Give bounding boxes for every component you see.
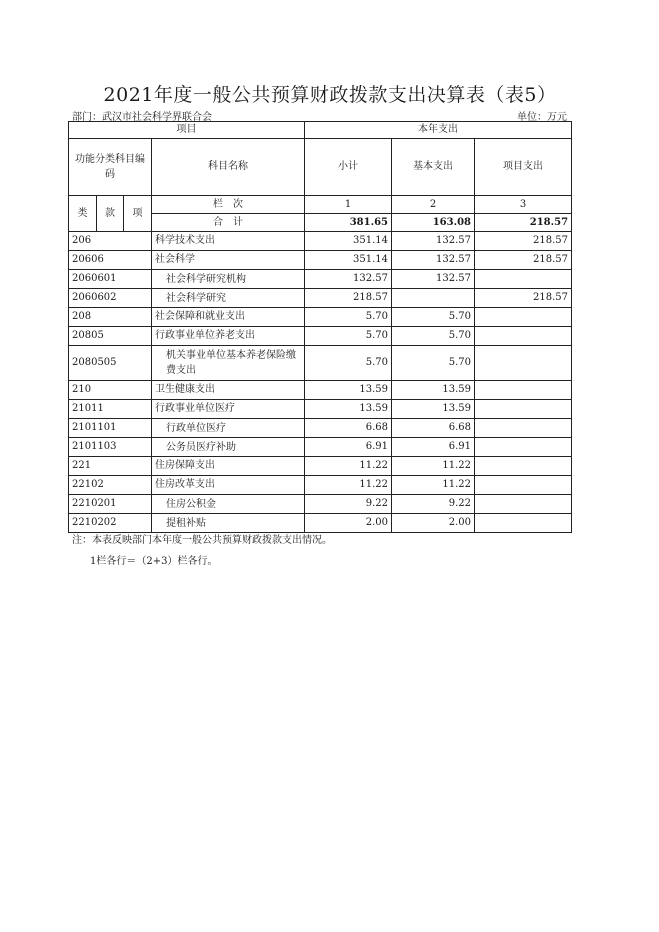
row-subject-name: 科学技术支出 <box>152 232 305 251</box>
note-line-2: 1栏各行＝（2+3）栏各行。 <box>90 556 218 567</box>
row-subtotal: 13.59 <box>305 400 392 419</box>
row-subtotal: 351.14 <box>305 251 392 270</box>
row-subject-name: 行政单位医疗 <box>152 419 305 438</box>
row-code: 2101101 <box>69 419 152 438</box>
row-code: 208 <box>69 308 152 327</box>
header-class: 类 <box>69 196 97 232</box>
row-project: 218.57 <box>475 251 572 270</box>
row-subject-name: 社会科学研究机构 <box>152 270 305 289</box>
row-code: 2080505 <box>69 346 152 381</box>
header-basic: 基本支出 <box>392 139 475 196</box>
row-subject-name: 行政事业单位医疗 <box>152 400 305 419</box>
row-basic <box>392 289 475 308</box>
row-subtotal: 5.70 <box>305 346 392 381</box>
table-row <box>69 327 572 346</box>
row-project <box>475 381 572 400</box>
row-subject-name: 行政事业单位养老支出 <box>152 327 305 346</box>
row-project <box>475 346 572 381</box>
row-subtotal: 351.14 <box>305 232 392 251</box>
row-subtotal: 13.59 <box>305 381 392 400</box>
header-section: 款 <box>97 196 124 232</box>
row-code: 20805 <box>69 327 152 346</box>
row-basic: 5.70 <box>392 308 475 327</box>
table-row <box>69 438 572 457</box>
row-project <box>475 457 572 476</box>
header-project: 项目支出 <box>475 139 572 196</box>
row-subtotal: 2.00 <box>305 514 392 533</box>
row-project <box>475 514 572 533</box>
row-subtotal: 5.70 <box>305 327 392 346</box>
total-basic: 163.08 <box>392 214 475 232</box>
row-project <box>475 270 572 289</box>
header-subject-name: 科目名称 <box>152 139 305 196</box>
table-row <box>69 270 572 289</box>
row-subject-name: 住房改革支出 <box>152 476 305 495</box>
table-row <box>69 419 572 438</box>
row-code: 2210202 <box>69 514 152 533</box>
row-code: 20606 <box>69 251 152 270</box>
total-project: 218.57 <box>475 214 572 232</box>
row-project: 218.57 <box>475 289 572 308</box>
row-basic: 5.70 <box>392 327 475 346</box>
unit-label: 单位：万元 <box>517 112 567 123</box>
row-subject-name: 机关事业单位基本养老保险缴费支出 <box>152 346 305 381</box>
row-basic: 132.57 <box>392 232 475 251</box>
row-project <box>475 495 572 514</box>
table-row <box>69 400 572 419</box>
row-subtotal: 6.91 <box>305 438 392 457</box>
row-subject-name: 住房公积金 <box>152 495 305 514</box>
row-subject-name: 社会科学研究 <box>152 289 305 308</box>
column-number-1: 1 <box>305 196 392 214</box>
header-row-3 <box>69 196 572 214</box>
header-func-code: 功能分类科目编码 <box>69 139 152 196</box>
row-subject-name: 社会保障和就业支出 <box>152 308 305 327</box>
row-basic: 11.22 <box>392 457 475 476</box>
row-basic: 6.91 <box>392 438 475 457</box>
expenditure-table <box>68 121 572 533</box>
table-row <box>69 495 572 514</box>
row-subtotal: 5.70 <box>305 308 392 327</box>
header-row-2 <box>69 139 572 196</box>
row-project <box>475 419 572 438</box>
row-subtotal: 132.57 <box>305 270 392 289</box>
row-code: 210 <box>69 381 152 400</box>
row-subtotal: 6.68 <box>305 419 392 438</box>
column-number-2: 2 <box>392 196 475 214</box>
row-subtotal: 11.22 <box>305 457 392 476</box>
column-number-label: 栏 次 <box>152 196 305 214</box>
table-row <box>69 476 572 495</box>
row-subject-name: 提租补贴 <box>152 514 305 533</box>
row-basic: 9.22 <box>392 495 475 514</box>
row-basic: 132.57 <box>392 270 475 289</box>
header-year-expense: 本年支出 <box>305 122 572 139</box>
header-item-level: 项 <box>124 196 152 232</box>
row-project <box>475 476 572 495</box>
row-code: 2210201 <box>69 495 152 514</box>
table-row <box>69 457 572 476</box>
header-row-1 <box>69 122 572 139</box>
row-subtotal: 9.22 <box>305 495 392 514</box>
row-code: 2060601 <box>69 270 152 289</box>
row-subtotal: 11.22 <box>305 476 392 495</box>
row-code: 21011 <box>69 400 152 419</box>
row-basic: 2.00 <box>392 514 475 533</box>
row-basic: 132.57 <box>392 251 475 270</box>
row-code: 2101103 <box>69 438 152 457</box>
department-label: 部门：武汉市社会科学界联合会 <box>72 112 212 123</box>
row-project <box>475 308 572 327</box>
note-line-1: 注：本表反映部门本年度一般公共预算财政拨款支出情况。 <box>72 535 332 546</box>
table-row <box>69 381 572 400</box>
row-code: 2060602 <box>69 289 152 308</box>
row-project: 218.57 <box>475 232 572 251</box>
table-row <box>69 289 572 308</box>
row-code: 22102 <box>69 476 152 495</box>
row-basic: 13.59 <box>392 400 475 419</box>
total-subtotal: 381.65 <box>305 214 392 232</box>
table-row <box>69 232 572 251</box>
row-subject-name: 卫生健康支出 <box>152 381 305 400</box>
table-row <box>69 251 572 270</box>
header-item: 项目 <box>69 122 305 139</box>
row-subtotal: 218.57 <box>305 289 392 308</box>
row-basic: 5.70 <box>392 346 475 381</box>
row-project <box>475 438 572 457</box>
row-subject-name: 社会科学 <box>152 251 305 270</box>
header-subtotal: 小计 <box>305 139 392 196</box>
row-basic: 11.22 <box>392 476 475 495</box>
row-code: 206 <box>69 232 152 251</box>
row-project <box>475 327 572 346</box>
table-row <box>69 308 572 327</box>
row-subject-name: 公务员医疗补助 <box>152 438 305 457</box>
row-basic: 13.59 <box>392 381 475 400</box>
row-subject-name: 住房保障支出 <box>152 457 305 476</box>
row-code: 221 <box>69 457 152 476</box>
column-number-3: 3 <box>475 196 572 214</box>
table-row <box>69 514 572 533</box>
row-project <box>475 400 572 419</box>
page-title: 2021年度一般公共预算财政拨款支出决算表（表5） <box>103 84 557 106</box>
table-row <box>69 346 572 381</box>
row-basic: 6.68 <box>392 419 475 438</box>
total-label: 合 计 <box>152 214 305 232</box>
